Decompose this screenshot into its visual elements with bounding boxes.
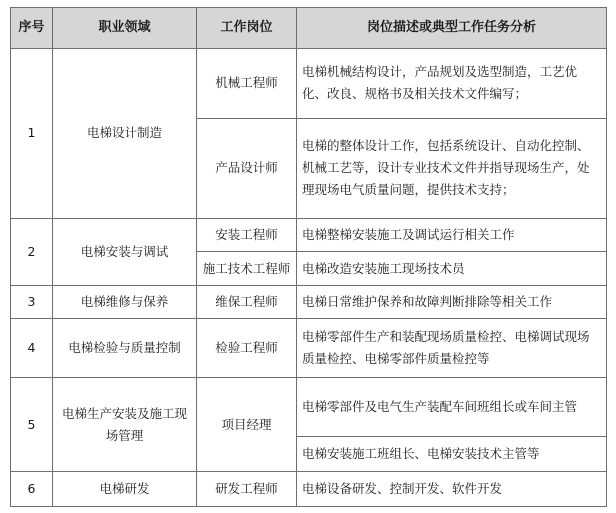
desc-cell: 电梯设备研发、控制开发、软件开发 — [297, 472, 607, 507]
desc-cell: 电梯改造安装施工现场技术员 — [297, 252, 607, 286]
post-cell: 产品设计师 — [197, 118, 297, 218]
post-cell: 研发工程师 — [197, 472, 297, 507]
row-number: 4 — [11, 318, 53, 377]
table-header — [11, 8, 607, 49]
table-row — [11, 286, 607, 319]
desc-cell: 电梯整梯安装施工及调试运行相关工作 — [297, 218, 607, 252]
field-cell: 电梯生产安装及施工现场管理 — [53, 378, 197, 472]
row-number: 2 — [11, 218, 53, 285]
row-number: 5 — [11, 378, 53, 472]
table-row — [11, 218, 607, 252]
post-cell: 检验工程师 — [197, 318, 297, 377]
desc-cell: 电梯安装施工班组长、电梯安装技术主管等 — [297, 437, 607, 472]
field-cell: 电梯检验与质量控制 — [53, 318, 197, 377]
header-post: 工作岗位 — [197, 8, 297, 49]
desc-cell: 电梯的整体设计工作，包括系统设计、自动化控制、机械工艺等，设计专业技术文件并指导现场生产，处理现场电气质量问题，提供技术支持； — [297, 118, 607, 218]
post-cell: 项目经理 — [197, 378, 297, 472]
header-field: 职业领域 — [53, 8, 197, 49]
post-cell: 安装工程师 — [197, 218, 297, 252]
field-cell: 电梯研发 — [53, 472, 197, 507]
field-cell: 电梯设计制造 — [53, 49, 197, 219]
field-cell: 电梯安装与调试 — [53, 218, 197, 285]
header-no: 序号 — [11, 8, 53, 49]
row-number: 1 — [11, 49, 53, 219]
table-row — [11, 318, 607, 377]
post-cell: 施工技术工程师 — [197, 252, 297, 286]
desc-cell: 电梯机械结构设计，产品规划及选型制造，工艺优化、改良、规格书及相关技术文件编写； — [297, 49, 607, 119]
post-cell: 维保工程师 — [197, 286, 297, 319]
table-row — [11, 472, 607, 507]
row-number: 3 — [11, 286, 53, 319]
desc-cell: 电梯零部件及电气生产装配车间班组长或车间主管 — [297, 378, 607, 437]
header-row — [11, 8, 607, 49]
post-cell: 机械工程师 — [197, 49, 297, 119]
table-row — [11, 49, 607, 119]
job-analysis-table — [10, 7, 607, 507]
header-desc: 岗位描述或典型工作任务分析 — [297, 8, 607, 49]
field-cell: 电梯维修与保养 — [53, 286, 197, 319]
desc-cell: 电梯零部件生产和装配现场质量检控、电梯调试现场质量检控、电梯零部件质量检控等 — [297, 318, 607, 377]
table-body — [11, 49, 607, 507]
row-number: 6 — [11, 472, 53, 507]
desc-cell: 电梯日常维护保养和故障判断排除等相关工作 — [297, 286, 607, 319]
table-row — [11, 378, 607, 437]
